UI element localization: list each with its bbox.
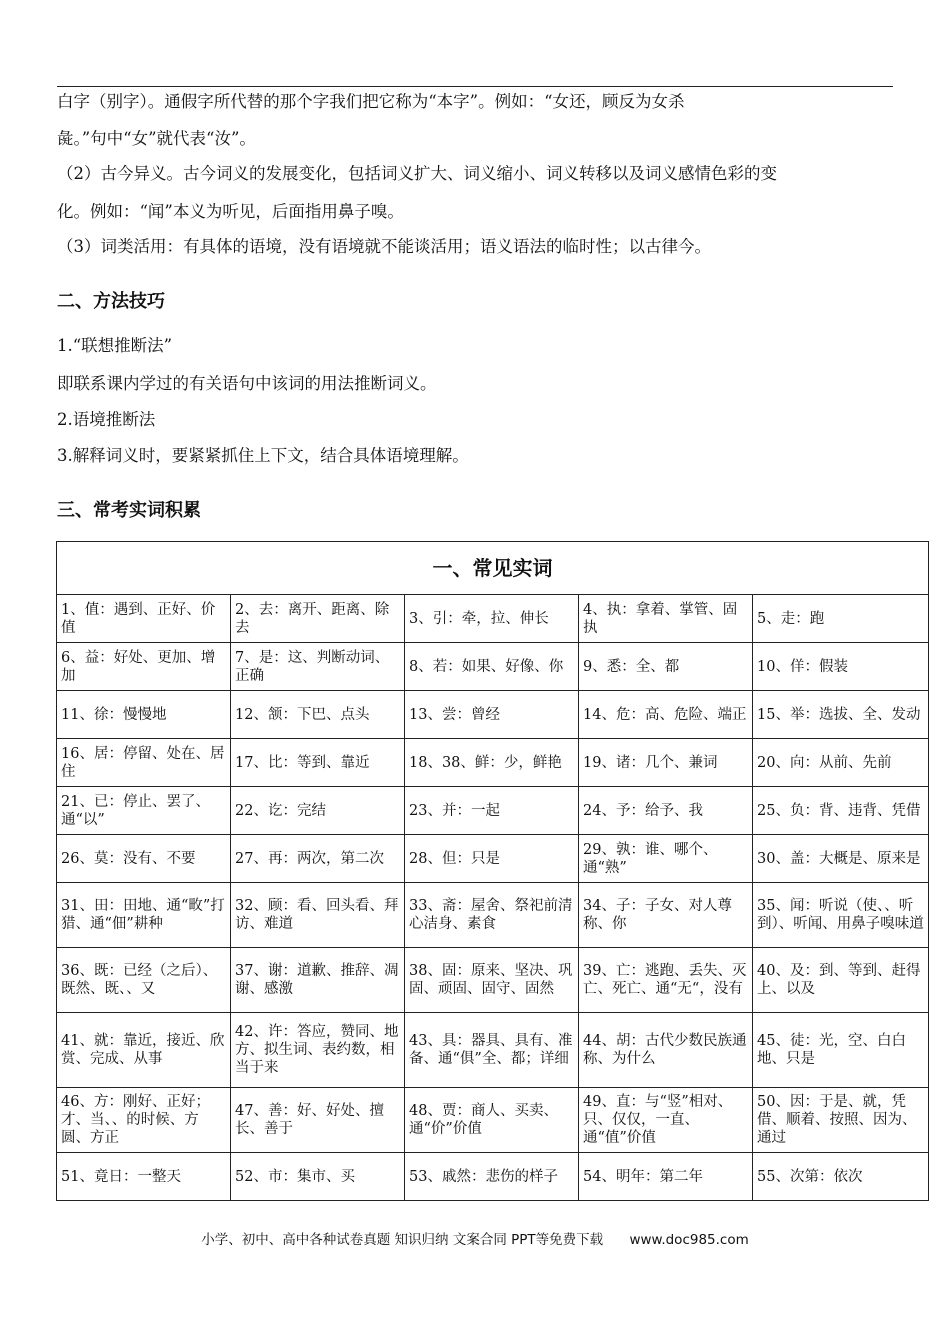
table-row	[57, 691, 929, 739]
vocab-cell: 39、亡：逃跑、丢失、灭亡、死亡、通“无“，没有	[579, 948, 753, 1013]
vocab-cell: 38、固：原来、坚决、巩固、顽固、固守、固然	[405, 948, 579, 1013]
method-item-3: 3.解释词义时，要紧紧抓住上下文，结合具体语境理解。	[57, 446, 469, 465]
table-row	[57, 883, 929, 948]
vocab-cell: 16、居：停留、处在、居住	[57, 739, 231, 787]
vocab-cell: 1、值：遇到、正好、价值	[57, 595, 231, 643]
vocab-cell: 37、谢：道歉、推辞、凋谢、感激	[231, 948, 405, 1013]
table-row	[57, 1013, 929, 1088]
vocab-cell: 23、并：一起	[405, 787, 579, 835]
table-title: 一、常见实词	[57, 542, 929, 595]
intro-line-4: 化。例如：“闻”本义为听见，后面指用鼻子嗅。	[57, 202, 404, 221]
vocab-cell: 49、直：与“竖”相对、只、仅仅，一直、通“值”价值	[579, 1088, 753, 1153]
footer	[0, 1228, 950, 1248]
footer-url: www.doc985.com	[629, 1232, 749, 1248]
table-title-row	[57, 542, 929, 595]
vocab-cell: 29、孰：谁、哪个、通“熟”	[579, 835, 753, 883]
vocab-cell: 7、是：这、判断动词、正确	[231, 643, 405, 691]
section-3-heading: 三、常考实词积累	[57, 500, 201, 521]
vocab-cell: 42、许：答应，赞同、地方、拟生词、表约数，相当于来	[231, 1013, 405, 1088]
table-row	[57, 1153, 929, 1201]
vocab-cell: 8、若：如果、好像、你	[405, 643, 579, 691]
vocab-cell: 35、闻：听说（使、、听到）、听闻、用鼻子嗅味道	[753, 883, 929, 948]
vocab-cell: 47、善：好、好处、擅长、善于	[231, 1088, 405, 1153]
table-row	[57, 1088, 929, 1153]
vocab-cell: 43、具：器具、具有、准备、通“俱”全、都；详细	[405, 1013, 579, 1088]
vocab-cell: 10、佯：假装	[753, 643, 929, 691]
footer-text: 小学、初中、高中各种试卷真题 知识归纳 文案合同 PPT等免费下载	[201, 1232, 604, 1248]
vocab-table	[56, 541, 929, 1201]
vocab-cell: 54、明年：第二年	[579, 1153, 753, 1201]
vocab-cell: 28、但：只是	[405, 835, 579, 883]
intro-line-2: 彘。”句中“女”就代表“汝”。	[57, 129, 256, 148]
vocab-cell: 53、戚然：悲伤的样子	[405, 1153, 579, 1201]
method-item-1-desc: 即联系课内学过的有关语句中该词的用法推断词义。	[57, 374, 437, 393]
vocab-cell: 17、比：等到、靠近	[231, 739, 405, 787]
vocab-cell: 13、尝：曾经	[405, 691, 579, 739]
vocab-cell: 40、及：到、等到、赶得上、以及	[753, 948, 929, 1013]
vocab-cell: 15、举：选拔、全、发动	[753, 691, 929, 739]
intro-line-5: （3）词类活用：有具体的语境，没有语境就不能谈活用；语义语法的临时性；以古律今。	[57, 237, 711, 256]
vocab-cell: 41、就：靠近，接近、欣赏、完成、从事	[57, 1013, 231, 1088]
vocab-cell: 18、38、鲜：少，鲜艳	[405, 739, 579, 787]
intro-line-3: （2）古今异义。古今词义的发展变化，包括词义扩大、词义缩小、词义转移以及词义感情色彩的变	[57, 164, 777, 183]
vocab-cell: 21、已：停止、罢了、通“以”	[57, 787, 231, 835]
section-2-heading: 二、方法技巧	[57, 291, 165, 312]
vocab-cell: 31、田：田地、通“畋”打猎、通“佃”耕种	[57, 883, 231, 948]
vocab-cell: 12、颔：下巴、点头	[231, 691, 405, 739]
vocab-cell: 45、徒：光，空、白白地、只是	[753, 1013, 929, 1088]
vocab-cell: 46、方：刚好、正好；才、当、、的时候、方圆、方正	[57, 1088, 231, 1153]
vocab-cell: 3、引：牵，拉、伸长	[405, 595, 579, 643]
vocab-cell: 25、负：背、违背、凭借	[753, 787, 929, 835]
vocab-cell: 2、去：离开、距离、除去	[231, 595, 405, 643]
intro-line-1: 白字（别字）。通假字所代替的那个字我们把它称为“本字”。例如：“女还，顾反为女杀	[57, 92, 685, 111]
vocab-cell: 30、盖：大概是、原来是	[753, 835, 929, 883]
method-item-2: 2.语境推断法	[57, 410, 156, 429]
table-row	[57, 643, 929, 691]
vocab-cell: 19、诸：几个、兼词	[579, 739, 753, 787]
vocab-cell: 14、危：高、危险、端正	[579, 691, 753, 739]
vocab-cell: 9、悉：全、都	[579, 643, 753, 691]
vocab-cell: 26、莫：没有、不要	[57, 835, 231, 883]
vocab-cell: 24、予：给予、我	[579, 787, 753, 835]
table-row	[57, 595, 929, 643]
vocab-cell: 4、执：拿着、掌管、固执	[579, 595, 753, 643]
table-row	[57, 948, 929, 1013]
vocab-cell: 48、贾：商人、买卖、通“价”价值	[405, 1088, 579, 1153]
vocab-cell: 33、斋：屋舍、祭祀前清心洁身、素食	[405, 883, 579, 948]
vocab-cell: 22、讫：完结	[231, 787, 405, 835]
table-row	[57, 787, 929, 835]
top-divider	[57, 86, 893, 87]
vocab-cell: 55、次第：依次	[753, 1153, 929, 1201]
vocab-cell: 44、胡：古代少数民族通称、为什么	[579, 1013, 753, 1088]
method-item-1: 1.“联想推断法”	[57, 336, 173, 355]
vocab-cell: 5、走：跑	[753, 595, 929, 643]
vocab-cell: 34、子：子女、对人尊称、你	[579, 883, 753, 948]
vocab-cell: 52、市：集市、买	[231, 1153, 405, 1201]
vocab-cell: 27、再：两次，第二次	[231, 835, 405, 883]
vocab-cell: 11、徐：慢慢地	[57, 691, 231, 739]
vocab-cell: 20、向：从前、先前	[753, 739, 929, 787]
vocab-cell: 6、益：好处、更加、增加	[57, 643, 231, 691]
vocab-cell: 50、因：于是、就，凭借、顺着、按照、因为、通过	[753, 1088, 929, 1153]
vocab-table-body	[57, 595, 929, 1201]
vocab-cell: 36、既：已经（之后）、既然、既、、又	[57, 948, 231, 1013]
vocab-cell: 51、竟日：一整天	[57, 1153, 231, 1201]
table-row	[57, 739, 929, 787]
table-row	[57, 835, 929, 883]
vocab-cell: 32、顾：看、回头看、拜访、难道	[231, 883, 405, 948]
